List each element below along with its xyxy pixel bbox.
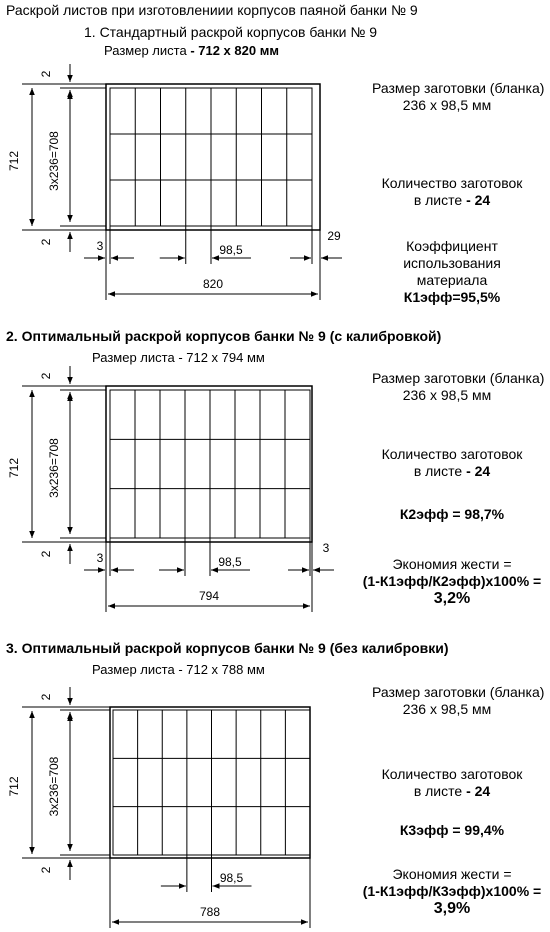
right-margin-label: 3 bbox=[322, 541, 330, 555]
width-label: 788 bbox=[199, 905, 221, 919]
width-label: 820 bbox=[202, 277, 224, 291]
width-label: 794 bbox=[198, 589, 220, 603]
section-1-count-info: Количество заготовок в листе - 24 bbox=[381, 175, 523, 208]
section-1-blank-info: Размер заготовки (бланка) 236 x 98,5 мм bbox=[372, 80, 545, 113]
bottom-margin-label: 2 bbox=[39, 866, 53, 874]
section-1-coefficient: Коэффициент использования материала К1эфф=95,5% bbox=[403, 238, 501, 305]
section-3-diagram bbox=[7, 687, 310, 928]
section-1-sheet-size: Размер листа - 712 x 820 мм bbox=[104, 43, 279, 58]
section-2-economy: Экономия жести = (1-К1эфф/К2эфф)x100% = 3,2% bbox=[362, 556, 542, 607]
top-margin-label: 2 bbox=[39, 372, 53, 380]
sheet-outline bbox=[106, 386, 312, 542]
section-1-diagram bbox=[7, 64, 342, 300]
section-3-blank-info: Размер заготовки (бланка) 236 x 98,5 мм bbox=[372, 684, 545, 717]
cell-width-label: 98,5 bbox=[219, 243, 243, 257]
top-margin-label: 2 bbox=[39, 693, 53, 701]
sheet-outline bbox=[110, 707, 310, 858]
bottom-margin-label: 2 bbox=[39, 238, 53, 246]
bottom-margin-label: 2 bbox=[39, 550, 53, 558]
left-margin-label: 3 bbox=[96, 239, 104, 253]
section-2-sheet-size: Размер листа - 712 x 794 мм bbox=[92, 350, 265, 365]
section-2-heading: 2. Оптимальный раскрой корпусов банки № 9 (с калибровкой) bbox=[6, 328, 442, 344]
inner-height-label: 3x236=708 bbox=[47, 438, 61, 498]
cell-width-label: 98,5 bbox=[218, 555, 242, 569]
section-2-count-info: Количество заготовок в листе - 24 bbox=[381, 446, 523, 479]
section-3-count-info: Количество заготовок в листе - 24 bbox=[381, 766, 523, 799]
section-3-heading: 3. Оптимальный раскрой корпусов банки № 9 (без калибровки) bbox=[6, 640, 449, 656]
section-2-diagram bbox=[7, 366, 334, 612]
section-3-coefficient: К3эфф = 99,4% bbox=[399, 822, 505, 838]
top-margin-label: 2 bbox=[39, 70, 53, 78]
section-3-sheet-size: Размер листа - 712 x 788 мм bbox=[92, 662, 265, 677]
left-margin-label: 3 bbox=[96, 551, 104, 565]
height-label: 712 bbox=[7, 457, 21, 479]
page-title: Раскрой листов при изготовлениии корпусов паяной банки № 9 bbox=[6, 2, 418, 18]
sheet-outline bbox=[106, 84, 320, 230]
height-label: 712 bbox=[7, 776, 21, 797]
section-2-coefficient: К2эфф = 98,7% bbox=[399, 506, 505, 522]
height-label: 712 bbox=[7, 150, 21, 172]
section-3-economy: Экономия жести = (1-К1эфф/К3эфф)x100% = 3,9% bbox=[362, 866, 542, 917]
cell-width-label: 98,5 bbox=[219, 871, 244, 885]
section-2-blank-info: Размер заготовки (бланка) 236 x 98,5 мм bbox=[372, 370, 545, 403]
right-margin-label: 29 bbox=[327, 229, 341, 243]
inner-height-label: 3x236=708 bbox=[47, 131, 61, 191]
inner-height-label: 3x236=708 bbox=[47, 756, 61, 817]
section-1-heading: 1. Стандартный раскрой корпусов банки № 9 bbox=[84, 24, 378, 40]
